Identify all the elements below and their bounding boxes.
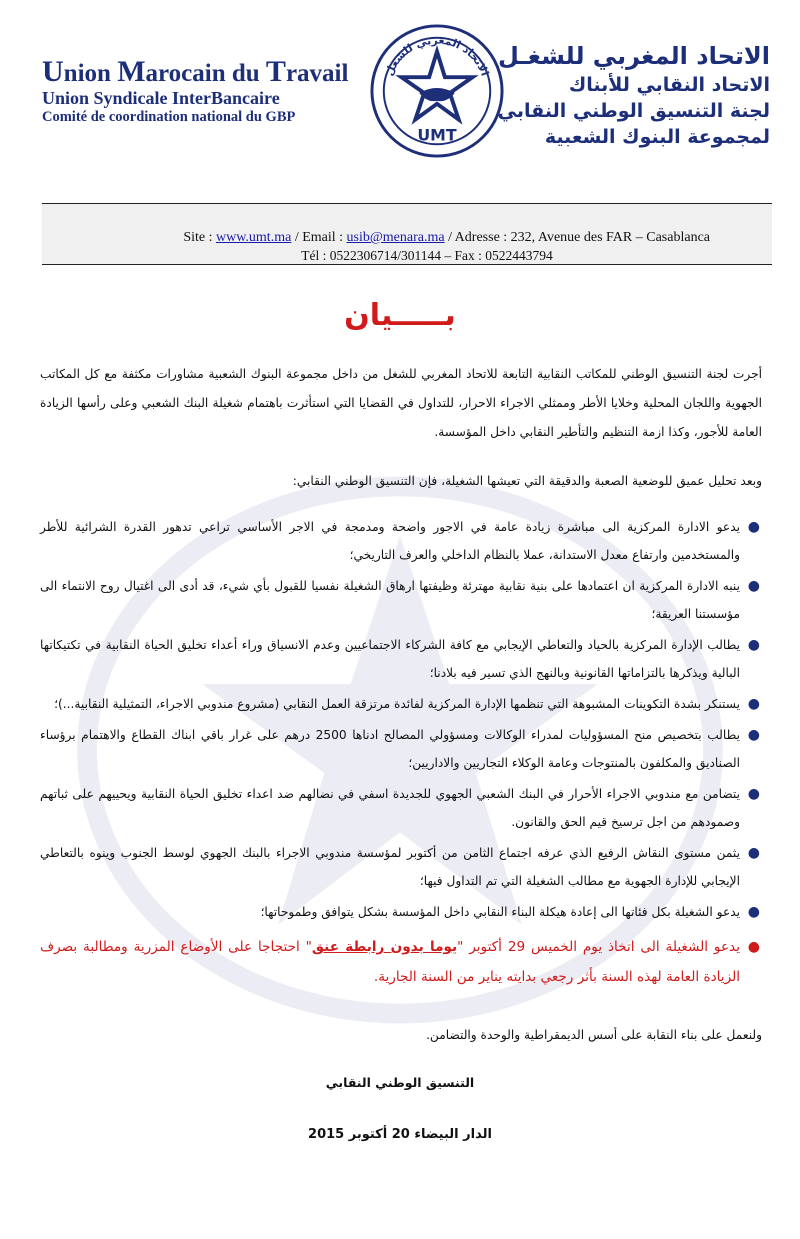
list-item-text: يتضامن مع مندوبي الاجراء الأحرار في البنك الشعبي الجهوي للجديدة اسفي في نضالهم ضد اعداء تخليق الحياة النقابية ويحييهم على ثباتهم وصمودهم من اجل ترسيخ قيم الحق والقانون. [40, 787, 740, 829]
header-arabic [497, 40, 770, 150]
bullet-icon: ● [747, 786, 760, 802]
bullet-icon: ● [747, 845, 760, 861]
protest-text-before: يدعو الشغيلة الى اتخاذ يوم الخميس 29 أكتوبر " [457, 939, 740, 955]
list-item [40, 572, 762, 628]
bullet-icon: ● [747, 578, 760, 594]
contact-line-1 [183, 230, 710, 246]
union-name-ar: الاتحاد النقابي للأبناك [568, 74, 770, 96]
list-item-text: يدعو الادارة المركزية الى مباشرة زيادة عامة في الاجور واضحة ومدمجة في الاجر الأساسي تراعي تدهور القدرة الشرائية للأطر والمستخدمين وارتفاع معدل الاستدانة، عملا بالنظام الداخلي والعرف التاريخي؛ [40, 520, 740, 562]
bullet-icon: ● [747, 519, 760, 535]
document-title: بـــــيان [344, 298, 456, 333]
umt-logo-icon [368, 22, 506, 160]
header-french [42, 55, 372, 126]
signature: التنسيق الوطني النقابي [325, 1075, 475, 1090]
org-name-cap-u: U [42, 55, 64, 88]
contact-line-2: Tél : 0522306714/301144 – Fax : 0522443794 [301, 248, 553, 263]
contact-bar [42, 203, 772, 265]
list-item [40, 513, 762, 569]
protest-slogan: يوما بدون رابطة عنق [311, 939, 458, 955]
logo-acronym: UMT [417, 125, 457, 145]
org-name-ar: الاتحاد المغربي للشغـل [498, 42, 770, 70]
demands-list [40, 513, 762, 995]
closing-sentence: ولنعمل على بناء النقابة على أسس الديمقراطية والوحدة والتضامن. [426, 1028, 762, 1042]
list-item [40, 839, 762, 895]
list-item-text: يطالب الإدارة المركزية بالحياد والتعاطي الإيجابي مع كافة الشركاء الاجتماعيين وعدم الانسياق وراء أعداء تخليق الحياة النقابية في تكتيكاتها البالية ويذكرها بالتزاماتها القانونية وبالنهج الذي تسير فيه بلادنا؛ [40, 638, 740, 680]
email-link[interactable]: usib@menara.ma [346, 230, 445, 245]
org-name-part-1: nion [63, 60, 118, 87]
bullet-icon: ● [747, 939, 760, 955]
list-item [40, 898, 762, 926]
org-name-cap-t: T [265, 55, 286, 88]
document-date: الدار البيضاء 20 أكتوبر 2015 [308, 1127, 492, 1142]
site-label: Site : [183, 230, 216, 245]
list-item [40, 721, 762, 777]
list-item-protest-call [40, 932, 762, 992]
bullet-icon: ● [747, 696, 760, 712]
list-item-text: يدعو الشغيلة بكل فئاتها الى إعادة هيكلة البناء النقابي داخل المؤسسة بشكل يتوافق وطموحاتها؛ [260, 905, 740, 919]
list-item [40, 690, 762, 718]
org-name-cap-m: M [117, 55, 146, 88]
list-item-text: يطالب بتخصيص منح المسؤوليات لمدراء الوكالات ومسؤولي المصالح ادناها 2500 درهم على غرار باقي ابناك القطاع والاهتمام برؤساء الصناديق والمكلفون بالمنتوجات وعامة الوكلاء التجاريين والاداريين؛ [40, 728, 740, 770]
email-label: / Email : [291, 230, 347, 245]
protest-text-after: " احتجاجا على الأوضاع المزرية ومطالبة بصرف الزيادة العامة لهذه السنة بأثر رجعي بدايته يناير من السنة الجارية. [40, 939, 740, 985]
group-name-ar: لمجموعة البنوك الشعبية [544, 126, 770, 148]
intro-paragraph: أجرت لجنة التنسيق الوطني للمكاتب النقابية التابعة للاتحاد المغربي للشغل من داخل مجموعة البنوك الشعبية مشاورات مكثفة مع كل المكاتب الجهوية واللجان المحلية وخلايا الأطر وممثلي الاجراء الاحرار، للتداول في القضايا التي استأثرت باهتمام شغيلة البنك الشعبي وعلى رأسها الزيادة العامة للأجور، وكذا ازمة التنظيم والتأطير النقابي داخل المؤسسة. [40, 367, 762, 439]
lead-sentence: وبعد تحليل عميق للوضعية الصعبة والدقيقة التي تعيشها الشغيلة، فإن التنسيق الوطني النقابي: [292, 474, 762, 488]
bullet-icon: ● [747, 904, 760, 920]
org-name-part-2: arocain du [145, 60, 266, 87]
address-text: / Adresse : 232, Avenue des FAR – Casablanca [444, 230, 710, 245]
org-name-part-3: ravail [285, 60, 349, 87]
list-item [40, 780, 762, 836]
union-name-fr: Union Syndicale InterBancaire [42, 88, 280, 108]
logo-ring-text: الاتحاد المغربي للشغل [382, 33, 492, 78]
list-item-text: ينبه الادارة المركزية ان اعتمادها على بنية نقابية مهترئة وظيفتها ارهاق الشغيلة نفسيا للقبول بأي شيء، قد أدى الى اغتيال روح الانتماء الى مؤسستنا العريقة؛ [40, 579, 740, 621]
committee-name-ar: لجنة التنسيق الوطني النقابي [497, 100, 770, 122]
list-item-text: يستنكر بشدة التكوينات المشبوهة التي تنظمها الإدارة المركزية لفائدة مرتزقة العمل النقابي (مشروع مندوبي الاجراء، التمثيلية النقابية...)؛ [54, 697, 740, 711]
list-item [40, 631, 762, 687]
list-item-text: يثمن مستوى النقاش الرفيع الذي عرفه اجتماع الثامن من أكتوبر لمؤسسة مندوبي الاجراء بالبنك الجهوي لوسط الجنوب وينوه بالتعاطي الإيجابي للإدارة الجهوية مع مطالب الشغيلة التي تم التداول فيها؛ [40, 846, 740, 888]
committee-name-fr: Comité de coordination national du GBP [42, 109, 296, 125]
org-name-fr [42, 55, 372, 88]
site-link[interactable]: www.umt.ma [216, 230, 292, 245]
bullet-icon: ● [747, 637, 760, 653]
bullet-icon: ● [747, 727, 760, 743]
